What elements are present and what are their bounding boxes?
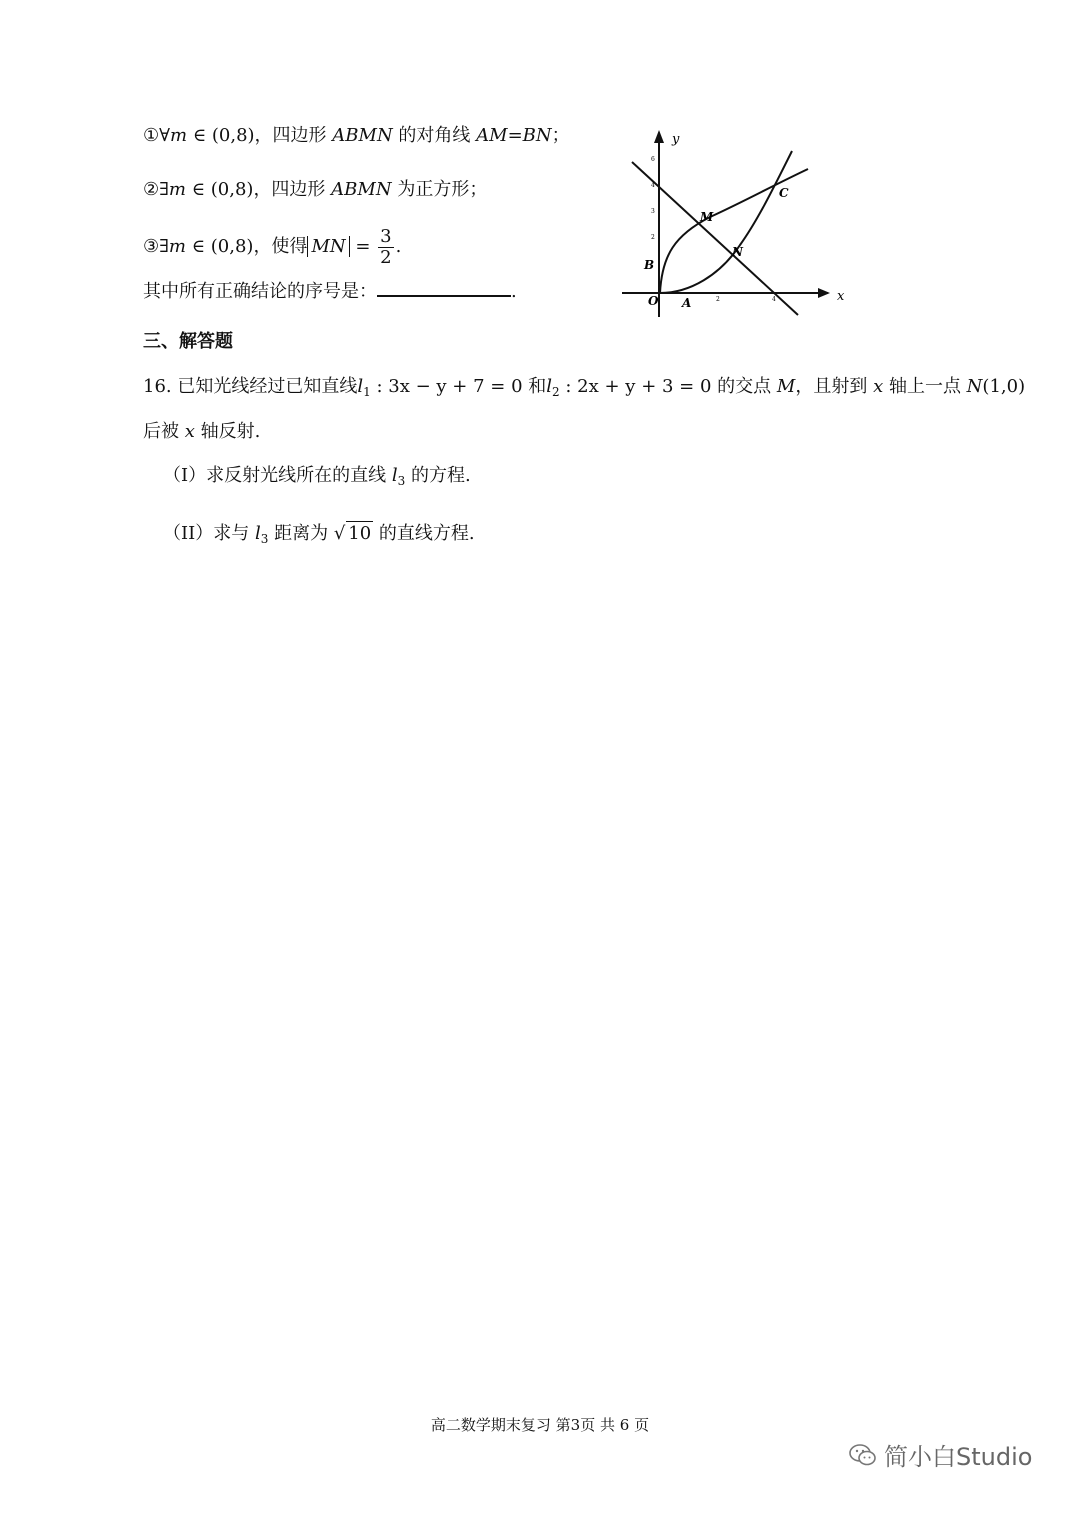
function-graph (620, 125, 860, 325)
curve-lower (660, 151, 792, 293)
label-b: B (644, 258, 655, 272)
fraction-3-2: $\frac{3}{2}$ (380, 225, 392, 268)
answer-prompt: 其中所有正确结论的序号是： . (143, 281, 517, 302)
label-n: N (732, 245, 743, 259)
tick-y-4: 4 (651, 182, 655, 189)
section-title: 三、解答题 (143, 331, 233, 352)
x-axis-arrow (818, 288, 830, 298)
tick-x-4: 4 (772, 296, 776, 303)
option-1: ①∀m ∈ (0,8)，四边形 ABMN 的对角线 AM=BN； (143, 125, 570, 146)
q16-line2: 后被 x 轴反射. (143, 421, 261, 442)
option-3: ③∃m ∈ (0,8)，使得 MN = $\frac{3}{2}$ . (143, 225, 402, 268)
abs-mn: MN (307, 236, 349, 257)
label-o: O (648, 294, 659, 308)
option-2: ②∃m ∈ (0,8)，四边形 ABMN 为正方形； (143, 179, 488, 200)
page-footer: 高二数学期末复习 第3页 共 6 页 (430, 1416, 650, 1434)
tick-x-2: 2 (716, 296, 720, 303)
label-a: A (682, 296, 692, 310)
label-y: y (672, 132, 680, 147)
label-c: C (779, 186, 789, 200)
wechat-icon (848, 1440, 878, 1470)
y-axis-arrow (654, 130, 664, 143)
tick-y-6: 6 (651, 156, 655, 163)
watermark (848, 1437, 1032, 1472)
tick-y-2: 2 (651, 234, 655, 241)
q16-line1: 16. 已知光线经过已知直线$l_1$ : 3x − y + 7 = 0 和$l_2$ : 2x + y + 3 = 0 的交点 M，且射到 x 轴上一点 N(1,0) (143, 376, 1026, 399)
sqrt-sign: √ (333, 523, 346, 544)
sqrt-10: 10 (348, 523, 372, 544)
answer-blank[interactable] (377, 279, 511, 297)
label-m: M (700, 210, 714, 224)
label-x: x (837, 289, 845, 304)
watermark-text: 简小白Studio (884, 1443, 1033, 1471)
q16-part1: （I）求反射光线所在的直线 $l_3$ 的方程. (163, 465, 471, 488)
tick-y-3: 3 (651, 208, 655, 215)
q16-part2: （II）求与 $l_3$ 距离为 √ 10 的直线方程. (163, 523, 475, 546)
